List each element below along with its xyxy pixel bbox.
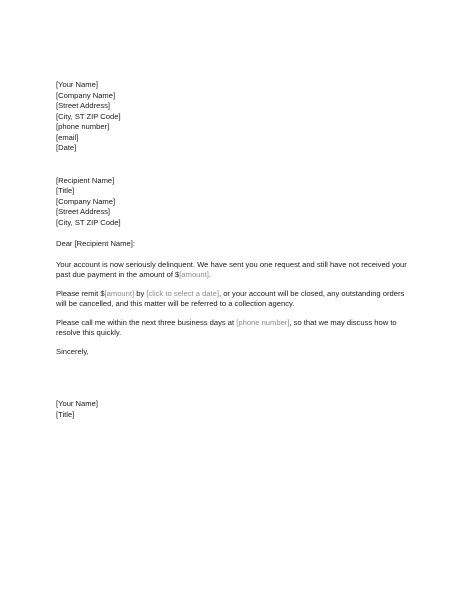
paragraph2-text-by: by	[134, 288, 147, 298]
date-picker-placeholder[interactable]: [click to select a date]	[146, 288, 219, 298]
sender-email[interactable]: [email]	[56, 132, 79, 142]
signature-block	[56, 399, 416, 420]
remit-amount-placeholder[interactable]: [amount]	[104, 288, 135, 298]
paragraph1-end: .	[208, 270, 211, 279]
recipient-company[interactable]: [Company Name]	[56, 196, 116, 206]
closing[interactable]: Sincerely,	[56, 346, 89, 356]
signature-name[interactable]: [Your Name]	[56, 399, 98, 408]
sender-address-block	[56, 80, 416, 154]
recipient-address-block	[56, 176, 416, 229]
sender-name[interactable]: [Your Name]	[56, 80, 98, 89]
letter-body	[56, 80, 416, 420]
recipient-city[interactable]: [City, ST ZIP Code]	[56, 217, 121, 227]
paragraph-delinquent-notice	[56, 260, 416, 281]
signature-title[interactable]: [Title]	[56, 409, 75, 419]
recipient-street[interactable]: [Street Address]	[56, 207, 111, 216]
paragraph2-text-start: Please remit $	[56, 288, 105, 298]
paragraph-call-request	[56, 318, 416, 339]
paragraph-remit-request	[56, 289, 416, 310]
phone-placeholder[interactable]: [phone number]	[236, 317, 290, 327]
recipient-title[interactable]: [Title]	[56, 186, 75, 195]
paragraph3-text-start: Please call me within the next three business days at	[56, 317, 237, 327]
greeting[interactable]: Dear [Recipient Name]:	[56, 239, 135, 248]
amount-placeholder[interactable]: [amount]	[179, 270, 209, 279]
sender-city[interactable]: [City, ST ZIP Code]	[56, 111, 121, 121]
sender-phone[interactable]: [phone number]	[56, 122, 110, 131]
recipient-name[interactable]: [Recipient Name]	[56, 175, 115, 185]
sender-date[interactable]: [Date]	[56, 143, 77, 152]
paragraph3-text-end: , so that we may discuss how to resolve this quickly.	[56, 317, 397, 337]
paragraph1-text: Your account is now seriously delinquent. We have sent you one request and still have not received your past due payment in the amount of $	[56, 259, 407, 279]
paragraph2-text-end: , or your account will be closed, any outstanding orders will be cancelled, and this matter will be referred to a collection agency.	[56, 288, 405, 308]
sender-street[interactable]: [Street Address]	[56, 101, 111, 110]
sender-company[interactable]: [Company Name]	[56, 90, 116, 100]
